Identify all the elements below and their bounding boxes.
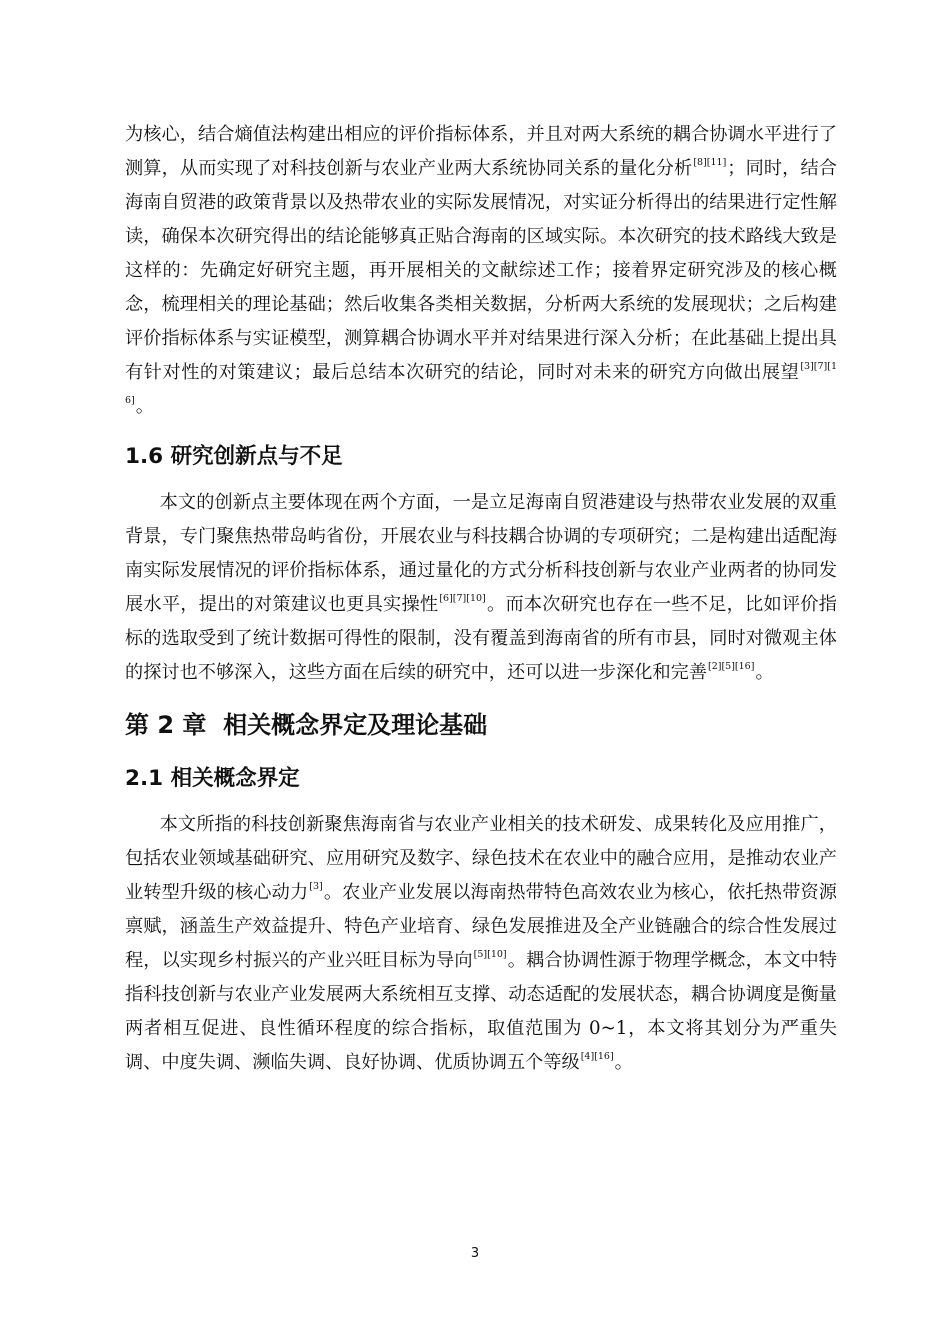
citation-ref[interactable]: [3] — [309, 880, 323, 892]
document-body — [125, 118, 837, 1080]
paragraph-text: 本文的创新点主要体现在两个方面，一是立足海南自贸港建设与热带农业发展的双重背景，专门聚焦热带岛屿省份，开展农业与科技耦合协调的专项研究；二是构建出适配海南实际发展情况的评价指标体系，通过量化的方式分析科技创新与农业产业两者的协同发展水平，提出的对策建议也更具实操性 — [125, 492, 837, 615]
section-number: 1.6 — [125, 444, 164, 469]
citation-ref[interactable]: [6][7][10] — [439, 592, 486, 604]
paragraph-innovation — [125, 486, 837, 690]
paragraph-text: ；同时，结合海南自贸港的政策背景以及热带农业的实际发展情况，对实证分析得出的结果进行定性解读，确保本次研究得出的结论能够真正贴合海南的区域实际。本次研究的技术路线大致是这样的：先确定好研究主题，再开展相关的文献综述工作；接着界定研究涉及的核心概念，梳理相关的理论基础；然后收集各类相关数据，分析两大系统的发展现状；之后构建评价指标体系与实证模型，测算耦合协调水平并对结果进行深入分析；在此基础上提出具有针对性的对策建议；最后总结本次研究的结论，同时对未来的研究方向做出展望 — [125, 158, 837, 383]
chapter-title: 相关概念界定及理论基础 — [223, 711, 488, 739]
paragraph-text: 。 — [135, 396, 154, 417]
chapter-number: 第 2 章 — [125, 711, 207, 739]
paragraph-text: 本文所指的科技创新聚焦海南省与农业产业相关的技术研发、成果转化及应用推广，包括农业领域基础研究、应用研究及数字、绿色技术在农业中的融合应用，是推动农业产业转型升级的核心动力 — [125, 814, 837, 903]
section-number: 2.1 — [125, 766, 164, 791]
paragraph-text: 。农业产业发展以海南热带特色高效农业为核心，依托热带资源禀赋，涵盖生产效益提升、特色产业培育、绿色发展推进及全产业链融合的综合性发展过程，以实现乡村振兴的产业兴旺目标为导向 — [125, 882, 837, 971]
paragraph-text: 。而本次研究也存在一些不足，比如评价指标的选取受到了统计数据可得性的限制，没有覆盖到海南省的所有市县，同时对微观主体的探讨也不够深入，这些方面在后续的研究中，还可以进一步深化和完善 — [125, 594, 837, 683]
citation-ref[interactable]: [4][16] — [580, 1050, 614, 1062]
section-title: 研究创新点与不足 — [170, 444, 343, 469]
paragraph-text: 。耦合协调性源于物理学概念，本文中特指科技创新与农业产业发展两大系统相互支撑、动态适配的发展状态，耦合协调度是衡量两者相互促进、良性循环程度的综合指标，取值范围为 0~1，本文将其划分为严重失调、中度失调、濒临失调、良好协调、优质协调五个等级 — [125, 950, 837, 1073]
citation-ref[interactable]: [3][7][16] — [125, 360, 837, 406]
section-heading-2-1 — [125, 760, 837, 798]
paragraph-concepts — [125, 808, 837, 1080]
citation-ref[interactable]: [8][11] — [693, 156, 727, 168]
paragraph-text: 。 — [614, 1052, 633, 1073]
paragraph-methodology — [125, 118, 837, 424]
section-title: 相关概念界定 — [170, 766, 300, 791]
page-number: 3 — [470, 1246, 480, 1261]
section-heading-1-6 — [125, 438, 837, 476]
paragraph-text: 为核心，结合熵值法构建出相应的评价指标体系，并且对两大系统的耦合协调水平进行了测算，从而实现了对科技创新与农业产业两大系统协同关系的量化分析 — [125, 124, 837, 179]
chapter-heading-2 — [125, 704, 837, 746]
paragraph-text: 。 — [755, 662, 774, 683]
citation-ref[interactable]: [2][5][16] — [708, 660, 755, 672]
citation-ref[interactable]: [5][10] — [473, 948, 507, 960]
